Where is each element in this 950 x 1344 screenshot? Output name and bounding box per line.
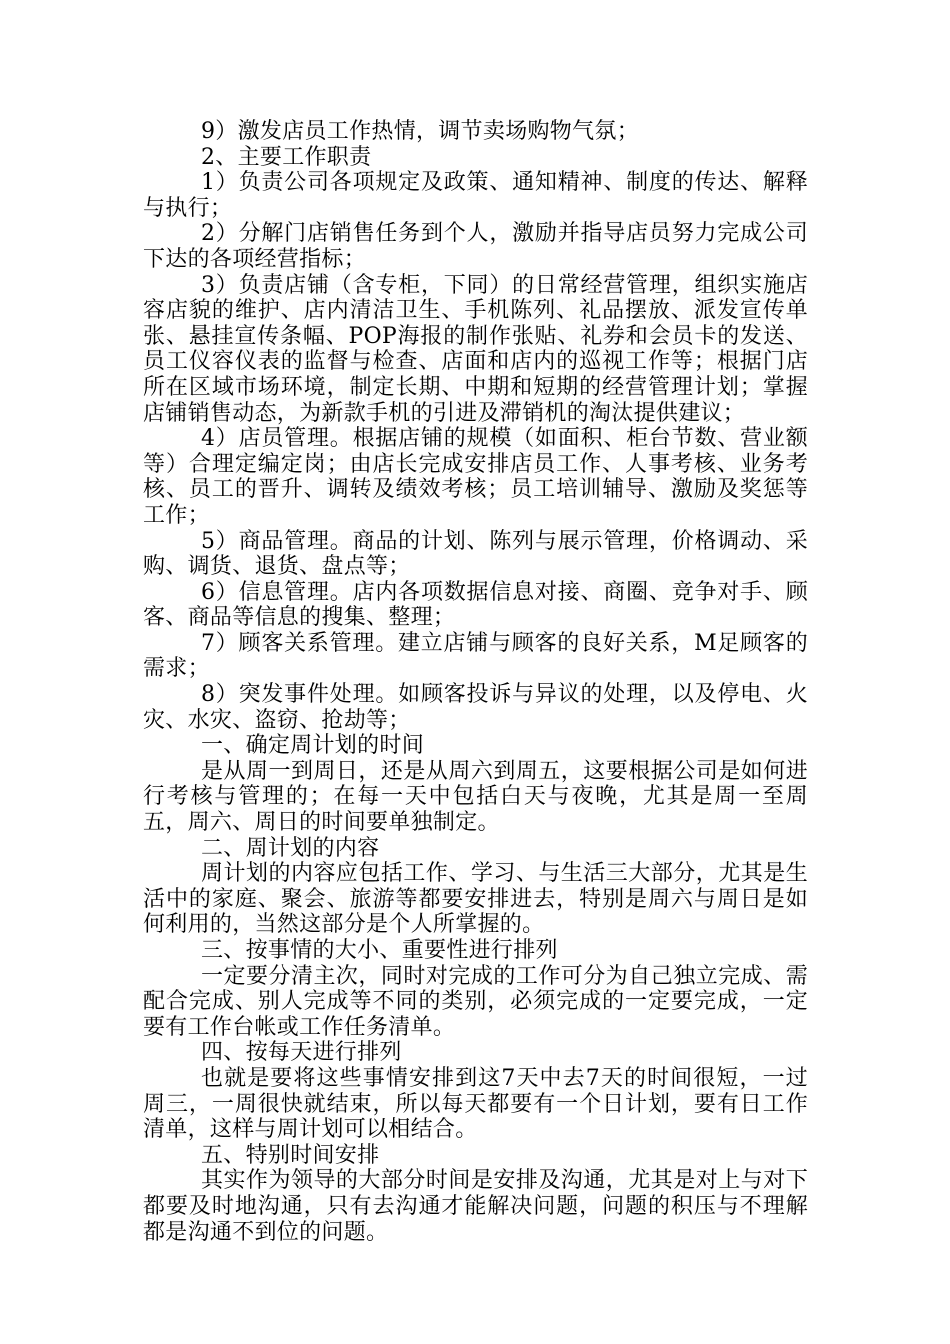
section-body-1: 是从周一到周日，还是从周六到周五，这要根据公司是如何进行考核与管理的；在每一天中包括白天与夜晚，尤其是周一至周五，周六、周日的时间要单独制定。 — [143, 758, 808, 836]
duty-item-2: 2）分解门店销售任务到个人，激励并指导店员努力完成公司下达的各项经营指标； — [143, 221, 808, 272]
section-heading-4: 四、按每天进行排列 — [201, 1040, 402, 1066]
section-heading-5: 五、特别时间安排 — [201, 1142, 380, 1168]
duty-item-1: 1）负责公司各项规定及政策、通知精神、制度的传达、解释与执行； — [143, 170, 808, 221]
duty-item-4: 4）店员管理。根据店铺的规模（如面积、柜台节数、营业额等）合理定编定岗；由店长完成安排店员工作、人事考核、业务考核、员工的晋升、调转及绩效考核；员工培训辅导、激励及奖惩等工作； — [143, 426, 808, 528]
duty-item-7: 7）顾客关系管理。建立店铺与顾客的良好关系，M足顾客的需求； — [143, 630, 808, 682]
duty-item-8: 8）突发事件处理。如顾客投诉与异议的处理，以及停电、火灾、水灾、盗窃、抢劫等； — [143, 682, 808, 733]
section-heading-main-duties: 2、主要工作职责 — [201, 144, 372, 170]
section-body-3: 一定要分清主次，同时对完成的工作可分为自己独立完成、需配合完成、别人完成等不同的类别，必须完成的一定要完成，一定要有工作台帐或工作任务清单。 — [143, 963, 808, 1040]
section-body-4: 也就是要将这些事情安排到这7天中去7天的时间很短，一过周三，一周很快就结束，所以每天都要有一个日计划，要有日工作清单，这样与周计划可以相结合。 — [143, 1065, 808, 1143]
document-body — [143, 119, 808, 1245]
duty-item-5: 5）商品管理。商品的计划、陈列与展示管理，价格调动、采购、调货、退货、盘点等； — [143, 528, 808, 580]
duty-item-6: 6）信息管理。店内各项数据信息对接、商圈、竞争对手、顾客、商品等信息的搜集、整理； — [143, 579, 808, 631]
section-body-5: 其实作为领导的大部分时间是安排及沟通，尤其是对上与对下都要及时地沟通，只有去沟通才能解决问题，问题的积压与不理解都是沟通不到位的问题。 — [143, 1168, 808, 1245]
duty-item-3: 3）负责店铺（含专柜，下同）的日常经营管理，组织实施店容店貌的维护、店内清洁卫生、手机陈列、礼品摆放、派发宣传单张、悬挂宣传条幅、POP海报的制作张贴、礼券和会员卡的发送、员工仪容仪表的监督与检查、店面和店内的巡视工作等；根据门店所在区域市场环境，制定长期、中期和短期的经营管理计划；掌握店铺销售动态，为新款手机的引进及滞销机的淘汰提供建议； — [143, 272, 808, 426]
list-item-9: 9）激发店员工作热情，调节卖场购物气氛； — [201, 119, 639, 144]
section-body-2: 周计划的内容应包括工作、学习、与生活三大部分，尤其是生活中的家庭、聚会、旅游等都要安排进去，特别是周六与周日是如何利用的，当然这部分是个人所掌握的。 — [143, 861, 808, 938]
section-heading-2: 二、周计划的内容 — [201, 835, 380, 861]
section-heading-1: 一、确定周计划的时间 — [201, 733, 425, 759]
section-heading-3: 三、按事情的大小、重要性进行排列 — [201, 938, 558, 963]
